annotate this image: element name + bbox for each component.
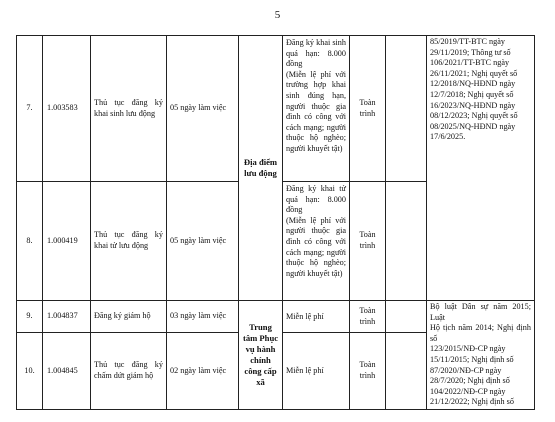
service-level: Toàn trình — [350, 333, 386, 410]
legal-basis-line: 26/11/2021; Nghị quyết số — [430, 68, 518, 78]
legal-basis-line: 08/12/2023; Nghị quyết số — [430, 111, 518, 121]
fee-text: Đăng ký khai sinh quá hạn: 8.000 đồng — [286, 38, 346, 69]
procedure-code: 1.004837 — [43, 301, 91, 333]
legal-basis-line: Bộ luật Dân sự năm 2015; Luật — [430, 302, 531, 322]
legal-basis-line: 16/2023/NQ-HĐND ngày — [430, 100, 516, 110]
procedure-name: Thủ tục đăng ký khai tử lưu động — [91, 182, 167, 301]
legal-basis-line: 123/2015/NĐ-CP ngày — [430, 344, 506, 354]
row-stt: 10. — [17, 333, 43, 410]
fee-cell — [283, 36, 350, 182]
legal-basis-line: 106/2021/TT-BTC ngày — [430, 58, 510, 68]
row-stt: 7. — [17, 36, 43, 182]
legal-basis-line: 12/2018/NQ-HĐND ngày — [430, 79, 516, 89]
table-row — [17, 36, 535, 182]
row-stt: 9. — [17, 301, 43, 333]
legal-basis-group-1 — [427, 36, 535, 301]
legal-basis-line: 104/2022/NĐ-CP ngày — [430, 386, 506, 396]
legal-basis-line: 08/2025/NQ-HĐND ngày — [430, 121, 516, 131]
legal-basis-line: 87/2020/NĐ-CP ngày — [430, 365, 502, 375]
empty-cell — [386, 36, 427, 182]
processing-time: 05 ngày làm việc — [167, 36, 239, 182]
fee-text: Đăng ký khai tử quá hạn: 8.000 đồng — [286, 184, 346, 215]
fee-cell: Miễn lệ phí — [283, 333, 350, 410]
procedure-name: Thủ tục đăng ký chấm dứt giám hộ — [91, 333, 167, 410]
legal-basis-line: Hộ tịch năm 2014; Nghị định số — [430, 323, 531, 343]
fee-cell: Miễn lệ phí — [283, 301, 350, 333]
processing-time: 02 ngày làm việc — [167, 333, 239, 410]
legal-basis-line: 17/6/2025. — [430, 132, 466, 142]
empty-cell — [386, 333, 427, 410]
legal-basis-group-2 — [427, 301, 535, 410]
fee-cell — [283, 182, 350, 301]
fee-exemption: (Miễn lệ phí với người thuộc gia đình có công với cách mạng; người thuộc hộ nghèo; người khuyết tật) — [286, 215, 346, 278]
legal-basis-line: 29/11/2019; Thông tư số — [430, 47, 511, 57]
service-level: Toàn trình — [350, 36, 386, 182]
procedure-table — [16, 35, 535, 410]
page-number: 5 — [274, 9, 281, 21]
procedure-code: 1.003583 — [43, 36, 91, 182]
empty-cell — [386, 301, 427, 333]
legal-basis-line: 85/2019/TT-BTC ngày — [430, 37, 505, 46]
procedure-code: 1.000419 — [43, 182, 91, 301]
table-row — [17, 301, 535, 333]
place-group-mobile: Địa điểm lưu động — [239, 36, 283, 301]
place-group-public-service-center: Trung tâm Phục vụ hành chính công cấp xã — [239, 301, 283, 410]
procedure-name: Thủ tục đăng ký khai sinh lưu động — [91, 36, 167, 182]
procedure-code: 1.004845 — [43, 333, 91, 410]
procedure-name: Đăng ký giám hộ — [91, 301, 167, 333]
empty-cell — [386, 182, 427, 301]
legal-basis-line: 21/12/2022; Nghị định số — [430, 397, 514, 407]
legal-basis-line: 28/7/2020; Nghị định số — [430, 376, 510, 386]
row-stt: 8. — [17, 182, 43, 301]
service-level: Toàn trình — [350, 182, 386, 301]
fee-exemption: (Miễn lệ phí với trường hợp khai sinh đúng hạn, người thuộc gia đình có công với cách mạng; người thuộc hộ nghèo; người khuyết tật) — [286, 69, 346, 153]
legal-basis-line: 12/7/2018; Nghị quyết số — [430, 89, 514, 99]
processing-time: 05 ngày làm việc — [167, 182, 239, 301]
service-level: Toàn trình — [350, 301, 386, 333]
processing-time: 03 ngày làm việc — [167, 301, 239, 333]
legal-basis-line: 15/11/2015; Nghị định số — [430, 354, 514, 364]
